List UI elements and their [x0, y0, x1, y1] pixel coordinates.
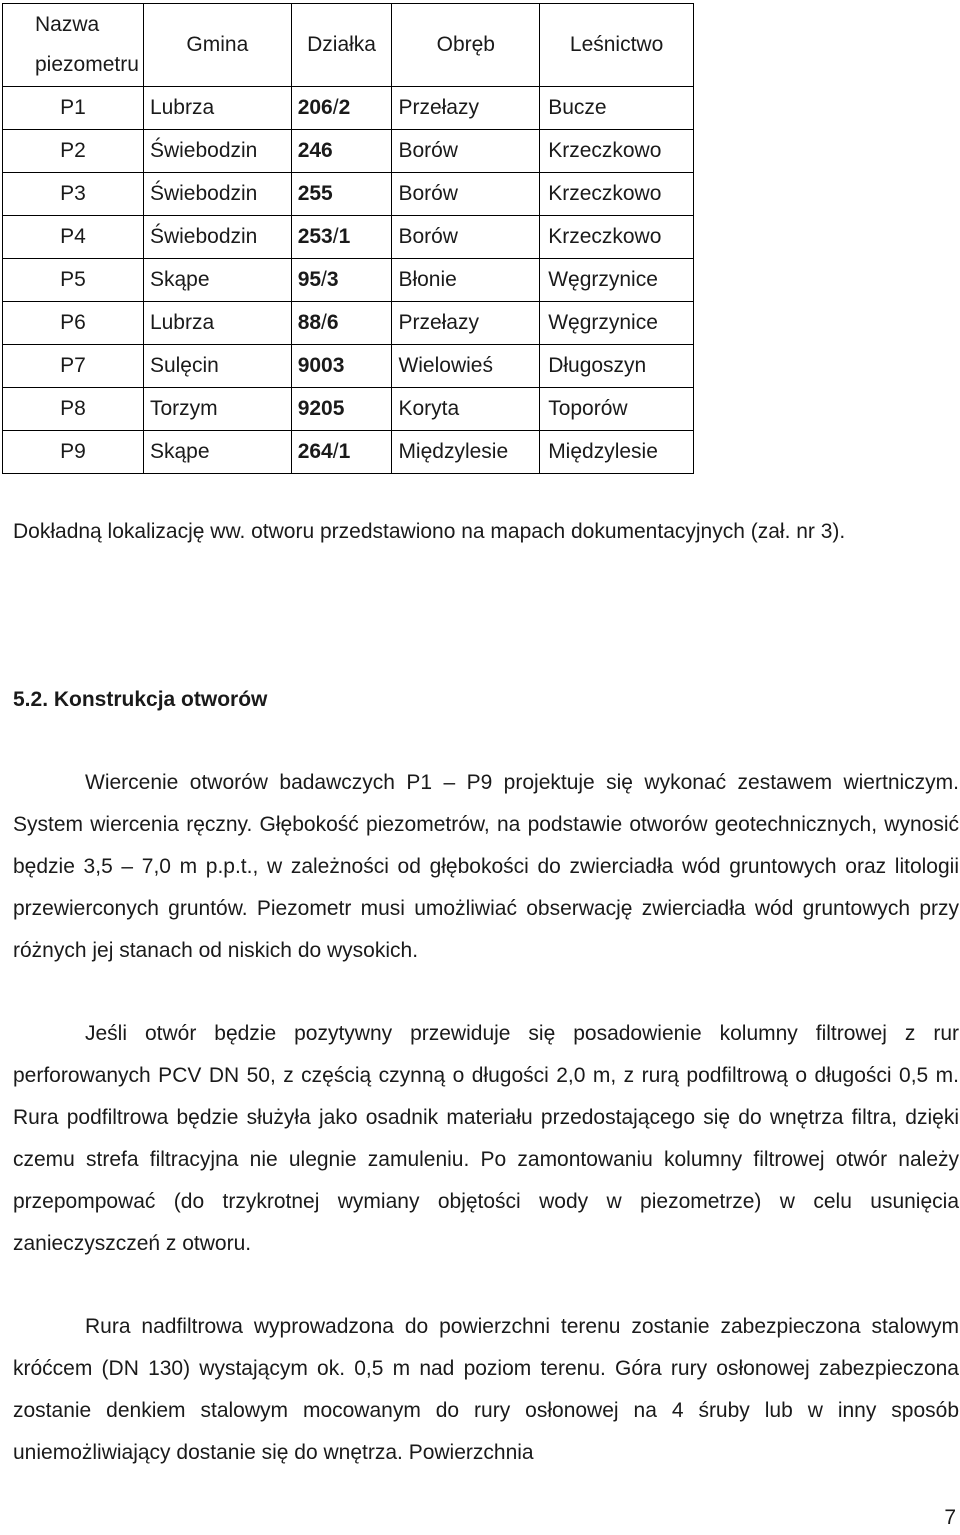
location-note: Dokładną lokalizację ww. otworu przedstawiono na mapach dokumentacyjnych (zał. nr 3). — [13, 520, 846, 543]
table-row — [3, 173, 694, 216]
cell-dzialka: 95/3 — [291, 259, 392, 302]
cell-lesnictwo: Długoszyn — [540, 345, 694, 388]
cell-dzialka: 9003 — [291, 345, 392, 388]
cell-piezometer: P3 — [3, 173, 144, 216]
cell-lesnictwo: Węgrzynice — [540, 302, 694, 345]
cell-obreb: Wielowieś — [392, 345, 540, 388]
header-gmina: Gmina — [143, 4, 291, 87]
page-number: 7 — [944, 1506, 956, 1529]
cell-obreb: Borów — [392, 173, 540, 216]
header-nazwa-piezometru: Nazwa piezometru — [3, 4, 144, 87]
cell-gmina: Świebodzin — [143, 173, 291, 216]
cell-piezometer: P8 — [3, 388, 144, 431]
cell-gmina: Sulęcin — [143, 345, 291, 388]
cell-dzialka: 255 — [291, 173, 392, 216]
section-heading: 5.2. Konstrukcja otworów — [13, 688, 268, 711]
cell-lesnictwo: Krzeczkowo — [540, 173, 694, 216]
paragraph-filter-column: Jeśli otwór będzie pozytywny przewiduje się posadowienie kolumny filtrowej z rur perforowanych PCV DN 50, z częścią czynną o długości 2,0 m, z rurą podfiltrową o długości 0,5 m. Rura podfiltrowa będzie służyła jako osadnik materiału przedostającego się do wnętrza filtra, dzięki czemu strefa filtracyjna nie ulegnie zamuleniu. Po zamontowaniu kolumny filtrowej otwór należy przepompować (do trzykrotnej wymiany objętości wody w piezometrze) w celu usunięcia zanieczyszczeń z otworu. — [13, 1022, 959, 1255]
cell-piezometer: P4 — [3, 216, 144, 259]
cell-lesnictwo: Toporów — [540, 388, 694, 431]
cell-lesnictwo: Międzylesie — [540, 431, 694, 474]
cell-dzialka: 9205 — [291, 388, 392, 431]
cell-dzialka: 246 — [291, 130, 392, 173]
cell-dzialka: 264/1 — [291, 431, 392, 474]
cell-gmina: Świebodzin — [143, 216, 291, 259]
table-row — [3, 130, 694, 173]
table-body — [3, 87, 694, 474]
cell-dzialka: 253/1 — [291, 216, 392, 259]
table-row — [3, 87, 694, 130]
cell-piezometer: P6 — [3, 302, 144, 345]
cell-dzialka: 206/2 — [291, 87, 392, 130]
table-row — [3, 216, 694, 259]
table-row — [3, 302, 694, 345]
cell-gmina: Świebodzin — [143, 130, 291, 173]
cell-lesnictwo: Krzeczkowo — [540, 130, 694, 173]
cell-piezometer: P1 — [3, 87, 144, 130]
header-dzialka: Działka — [291, 4, 392, 87]
cell-gmina: Lubrza — [143, 87, 291, 130]
cell-lesnictwo: Węgrzynice — [540, 259, 694, 302]
table-header-row — [3, 4, 694, 87]
cell-lesnictwo: Bucze — [540, 87, 694, 130]
paragraph-drilling: Wiercenie otworów badawczych P1 – P9 projektuje się wykonać zestawem wiertniczym. System wiercenia ręczny. Głębokość piezometrów, na podstawie otworów geotechnicznych, wynosić będzie 3,5 – 7,0 m p.p.t., w zależności od głębokości do zwierciadła wód gruntowych oraz litologii przewierconych gruntów. Piezometr musi umożliwiać obserwację zwierciadła wód gruntowych przy różnych jej stanach od niskich do wysokich. — [13, 771, 959, 962]
table-row — [3, 431, 694, 474]
cell-dzialka: 88/6 — [291, 302, 392, 345]
cell-piezometer: P5 — [3, 259, 144, 302]
table-row — [3, 388, 694, 431]
cell-piezometer: P9 — [3, 431, 144, 474]
cell-obreb: Przełazy — [392, 302, 540, 345]
cell-gmina: Lubrza — [143, 302, 291, 345]
cell-gmina: Torzym — [143, 388, 291, 431]
paragraph-casing-pipe: Rura nadfiltrowa wyprowadzona do powierzchni terenu zostanie zabezpieczona stalowym króćcem (DN 130) wystającym ok. 0,5 m nad poziom terenu. Góra rury osłonowej zabezpieczona zostanie denkiem stalowym mocowanym do rury osłonowej na 4 śruby lub w inny sposób uniemożliwiający dostanie się do wnętrza. Powierzchnia — [13, 1315, 959, 1464]
header-obreb: Obręb — [392, 4, 540, 87]
cell-lesnictwo: Krzeczkowo — [540, 216, 694, 259]
cell-obreb: Błonie — [392, 259, 540, 302]
cell-obreb: Przełazy — [392, 87, 540, 130]
cell-obreb: Borów — [392, 130, 540, 173]
cell-gmina: Skąpe — [143, 431, 291, 474]
header-lesnictwo: Leśnictwo — [540, 4, 694, 87]
cell-obreb: Międzylesie — [392, 431, 540, 474]
piezometer-table — [2, 3, 694, 474]
cell-obreb: Koryta — [392, 388, 540, 431]
table-row — [3, 345, 694, 388]
cell-obreb: Borów — [392, 216, 540, 259]
cell-gmina: Skąpe — [143, 259, 291, 302]
cell-piezometer: P2 — [3, 130, 144, 173]
table-row — [3, 259, 694, 302]
cell-piezometer: P7 — [3, 345, 144, 388]
